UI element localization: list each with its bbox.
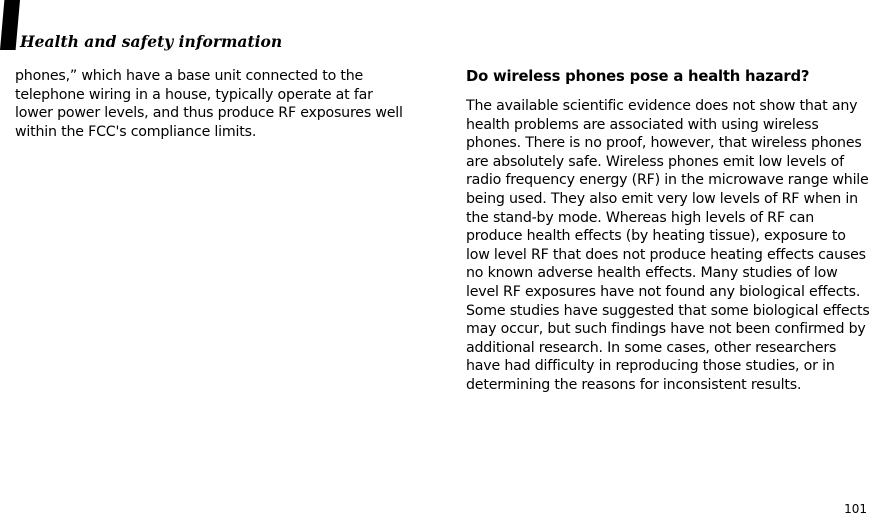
page-number: 101 [844, 502, 867, 516]
page-header-title: Health and safety information [20, 32, 283, 51]
header-accent-bar [0, 0, 20, 50]
right-column [466, 67, 870, 395]
left-column-paragraph: phones,” which have a base unit connected to the telephone wiring in a house, typically operate at far lower power levels, and thus produce RF exposures well within the FCC's compliance limits. [15, 68, 403, 140]
left-column [15, 67, 410, 141]
right-column-paragraph: The available scientific evidence does not show that any health problems are associated with using wireless phones. There is no proof, however, that wireless phones are absolutely safe. Wireless phones emit low levels of radio frequency energy (RF) in the microwave range while being used. They also emit very low levels of RF when in the stand-by mode. Whereas high levels of RF can produce health effects (by heating tissue), exposure to low level RF that does not produce heating effects causes no known adverse health effects. Many studies of low level RF exposures have not found any biological effects. Some studies have suggested that some biological effects may occur, but such findings have not been confirmed by additional research. In some cases, other researchers have had difficulty in reproducing those studies, or in determining the reasons for inconsistent results. [466, 98, 870, 393]
section-heading: Do wireless phones pose a health hazard? [466, 68, 810, 85]
